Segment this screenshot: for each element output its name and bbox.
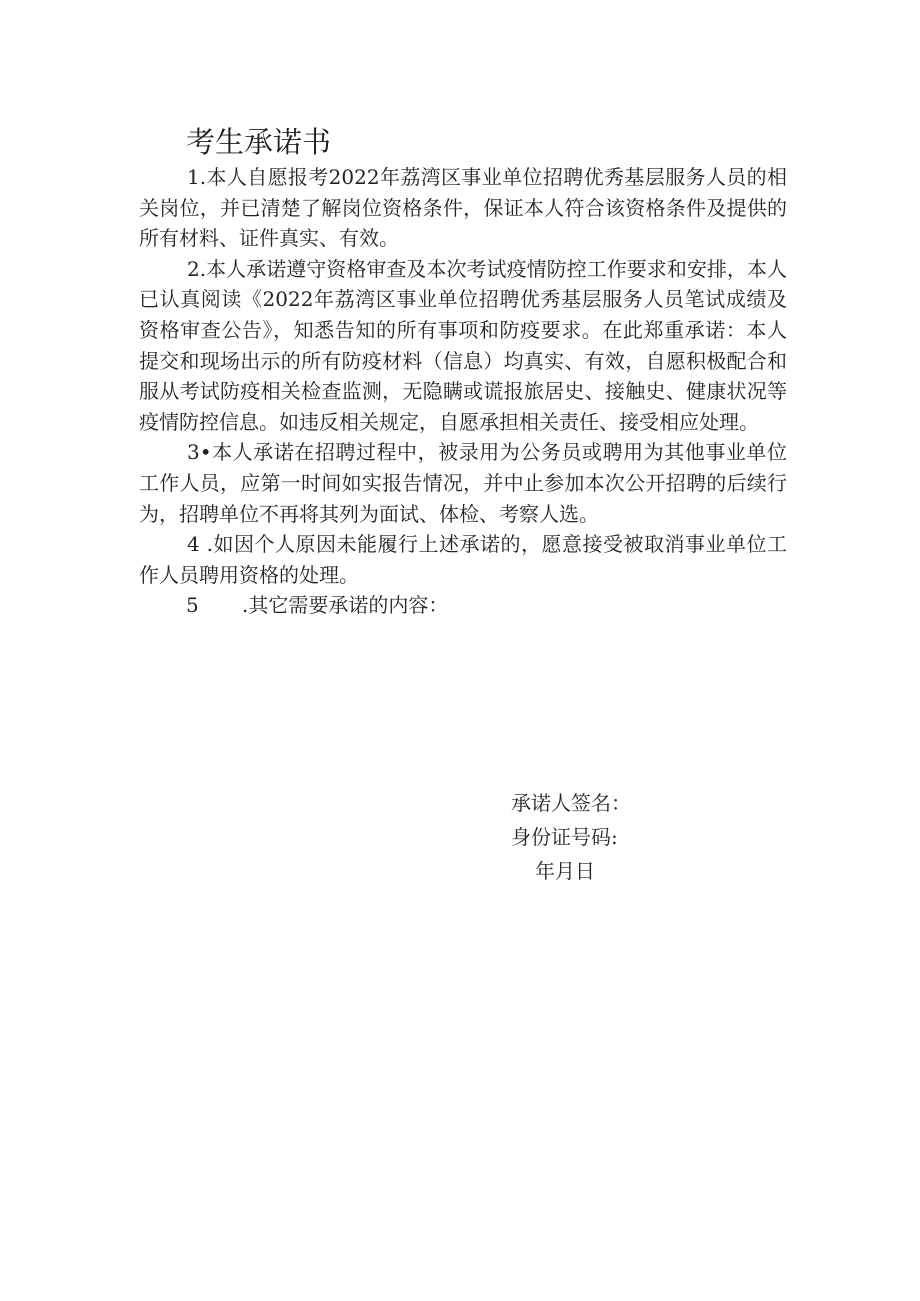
id-number-label: 身份证号码: (511, 825, 618, 849)
document-title: 考生承诺书 (186, 125, 332, 159)
signature-block (511, 786, 631, 888)
commitment-item-4: 4 .如因个人原因未能履行上述承诺的，愿意接受被取消事业单位工作人员聘用资格的处理。 (139, 532, 787, 587)
document-body (139, 162, 787, 621)
commitment-item-5 (139, 590, 787, 621)
commitment-item-3: 3•本人承诺在招聘过程中，被录用为公务员或聘用为其他事业单位工作人员，应第一时间如实报告情况，并中止参加本次公开招聘的后续行为，招聘单位不再将其列为面试、体检、考察人选。 (139, 440, 787, 526)
commitment-item-1: 1.本人自愿报考2022年荔湾区事业单位招聘优秀基层服务人员的相关岗位，并已清楚了解岗位资格条件，保证本人符合该资格条件及提供的所有材料、证件真实、有效。 (139, 165, 787, 251)
signer-label: 承诺人签名： (511, 791, 631, 815)
commitment-item-2: 2.本人承诺遵守资格审查及本次考试疫情防控工作要求和安排，本人已认真阅读《2022年荔湾区事业单位招聘优秀基层服务人员笔试成绩及资格审查公告》，知悉告知的所有事项和防疫要求。在此郑重承诺：本人提交和现场出示的所有防疫材料（信息）均真实、有效，自愿积极配合和服从考试防疫相关检查监测，无隐瞒或谎报旅居史、接触史、健康状况等疫情防控信息。如违反相关规定，自愿承担相关责任、接受相应处理。 (139, 256, 787, 434)
commitment-item-5-number: 5 (186, 593, 199, 618)
commitment-item-5-text: .其它需要承诺的内容： (242, 593, 449, 618)
date-label: 年月日 (535, 859, 595, 883)
